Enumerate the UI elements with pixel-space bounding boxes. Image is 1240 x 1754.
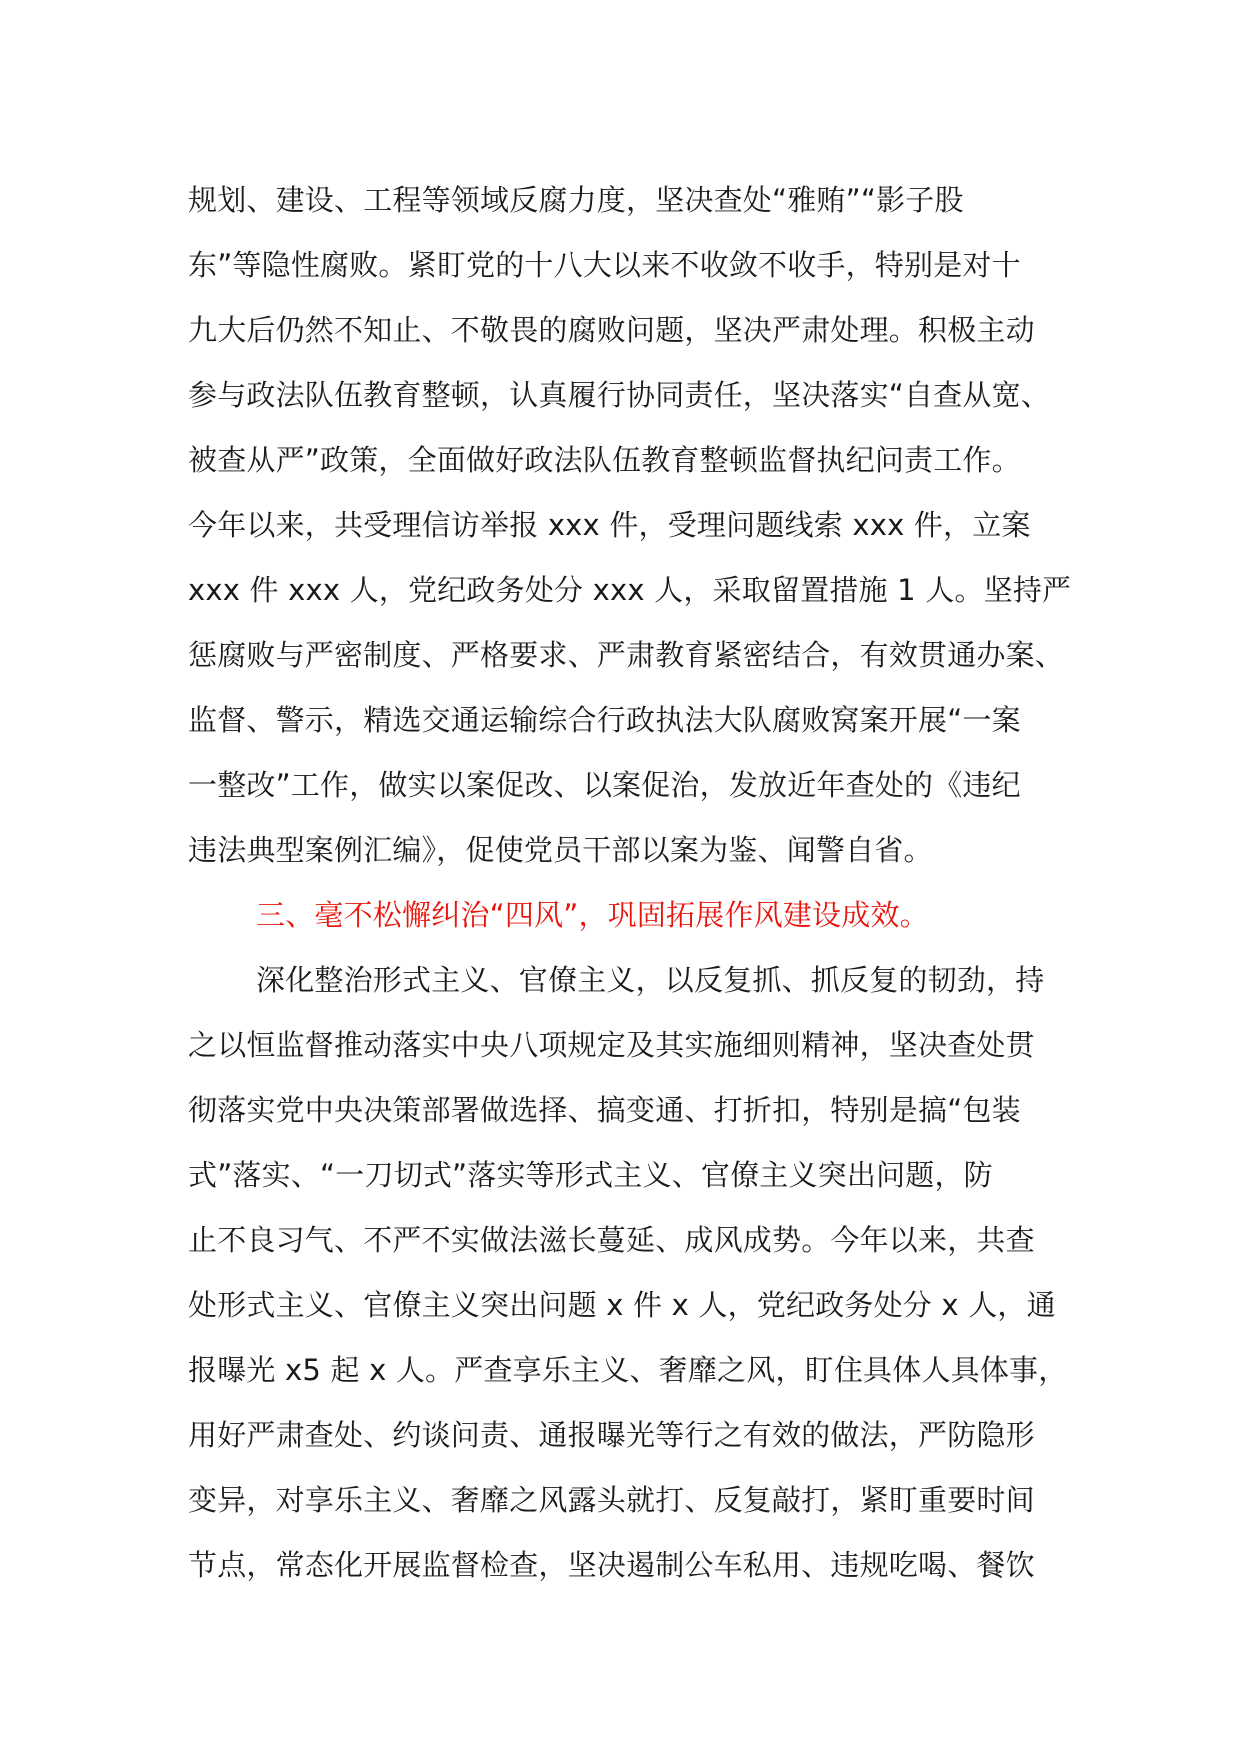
paragraph-line: 被查从严”政策，全面做好政法队伍教育整顿监督执纪问责工作。 bbox=[188, 443, 1021, 477]
paragraph-line: 报曝光 x5 起 x 人。严查享乐主义、奢靡之风，盯住具体人具体事， bbox=[188, 1353, 1068, 1387]
body-text bbox=[188, 168, 1072, 1598]
paragraph-line: 用好严肃查处、约谈问责、通报曝光等行之有效的做法，严防隐形 bbox=[188, 1418, 1035, 1452]
paragraph-line: 处形式主义、官僚主义突出问题 x 件 x 人，党纪政务处分 x 人，通 bbox=[188, 1288, 1056, 1322]
paragraph-line: 参与政法队伍教育整顿，认真履行协同责任，坚决落实“自查从宽、 bbox=[188, 378, 1051, 412]
paragraph-line: 九大后仍然不知止、不敬畏的腐败问题，坚决严肃处理。积极主动 bbox=[188, 313, 1035, 347]
paragraph-line: 深化整治形式主义、官僚主义，以反复抓、抓反复的韧劲，持 bbox=[256, 963, 1045, 997]
paragraph-line: 监督、警示，精选交通运输综合行政执法大队腐败窝案开展“一案 bbox=[188, 703, 1021, 737]
paragraph-line: 违法典型案例汇编》，促使党员干部以案为鉴、闻警自省。 bbox=[188, 833, 933, 867]
paragraph-line: 今年以来，共受理信访举报 xxx 件，受理问题线索 xxx 件，立案 bbox=[188, 508, 1031, 542]
paragraph-line: 之以恒监督推动落实中央八项规定及其实施细则精神，坚决查处贯 bbox=[188, 1028, 1035, 1062]
paragraph-line: 止不良习气、不严不实做法滋长蔓延、成风成势。今年以来，共查 bbox=[188, 1223, 1035, 1257]
paragraph-line: 节点，常态化开展监督检查，坚决遏制公车私用、违规吃喝、餐饮 bbox=[188, 1548, 1035, 1582]
paragraph-line: xxx 件 xxx 人，党纪政务处分 xxx 人，采取留置措施 1 人。坚持严 bbox=[188, 573, 1072, 607]
paragraph-line: 惩腐败与严密制度、严格要求、严肃教育紧密结合，有效贯通办案、 bbox=[188, 638, 1065, 672]
section-heading: 三、毫不松懈纠治“四风”，巩固拓展作风建设成效。 bbox=[256, 898, 929, 932]
paragraph-line: 一整改”工作，做实以案促改、以案促治，发放近年查处的《违纪 bbox=[188, 768, 1021, 802]
paragraph-line: 变异，对享乐主义、奢靡之风露头就打、反复敲打，紧盯重要时间 bbox=[188, 1483, 1035, 1517]
paragraph-line: 彻落实党中央决策部署做选择、搞变通、打折扣，特别是搞“包装 bbox=[188, 1093, 1021, 1127]
paragraph-line: 规划、建设、工程等领域反腐力度，坚决查处“雅贿”“影子股 bbox=[188, 183, 964, 217]
paragraph-line: 东”等隐性腐败。紧盯党的十八大以来不收敛不收手，特别是对十 bbox=[188, 248, 1021, 282]
paragraph-line: 式”落实、“一刀切式”落实等形式主义、官僚主义突出问题，防 bbox=[188, 1158, 993, 1192]
